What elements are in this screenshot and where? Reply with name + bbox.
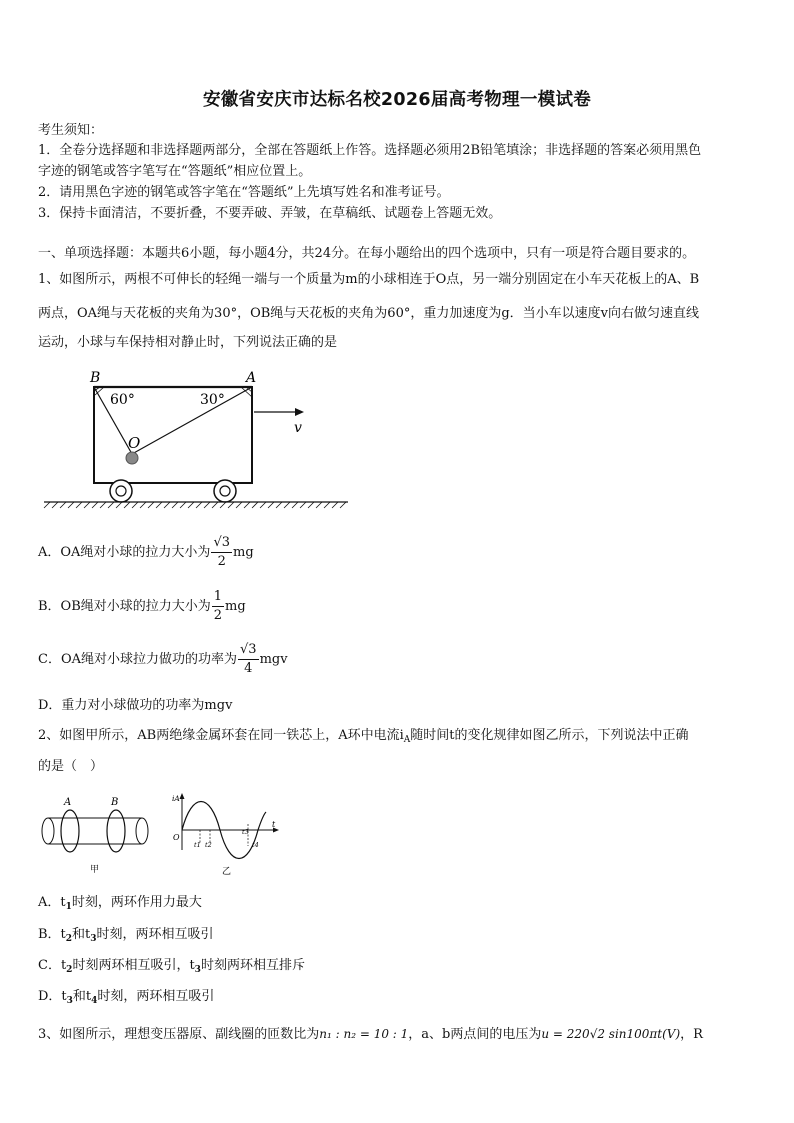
core-right-end xyxy=(136,818,148,844)
page-title: 安徽省安庆市达标名校2026届高考物理一模试卷 xyxy=(202,90,592,110)
option-1a: A．OA绳对小球的拉力大小为 $\frac{√3}{2}$ mg xyxy=(38,535,254,569)
wheel-left xyxy=(110,480,132,502)
caption-yi: 乙 xyxy=(222,867,232,877)
notice-heading: 考生须知： xyxy=(38,123,104,138)
option-2c: C．$t_2$时刻两环相互吸引，$t_3$时刻两环相互排斥 xyxy=(38,958,305,975)
wheel-right xyxy=(214,480,236,502)
ball xyxy=(126,452,138,464)
ring-a xyxy=(61,810,79,852)
question-2-text: 2、如图甲所示，AB两绝缘金属环套在同一铁芯上，A环中电流$i_A$随时间t的变化规律如图乙所示，下列说法中正确 xyxy=(38,728,689,745)
option-1b: B．OB绳对小球的拉力大小为 $\frac{1}{2}$ mg xyxy=(38,589,246,623)
option-2b: B．$t_2$和$t_3$时刻，两环相互吸引 xyxy=(38,927,214,944)
option-1c: C．OA绳对小球拉力做功的功率为 $\frac{√3}{4}$ mgv xyxy=(38,642,288,676)
fraction: $\frac{√3}{4}$ xyxy=(240,642,257,676)
rings-figure xyxy=(38,790,158,880)
label-o: O xyxy=(128,434,141,452)
caption-jia: 甲 xyxy=(90,865,100,875)
ring-b-label: B xyxy=(111,797,119,808)
ground-hatch xyxy=(44,502,346,508)
fraction: $\frac{√3}{2}$ xyxy=(213,535,230,569)
notice-line: 2．请用黑色字迹的钢笔或答字笔在“答题纸”上先填写姓名和准考证号。 xyxy=(38,185,450,200)
question-2-text: 的是（ ） xyxy=(38,759,104,774)
fraction: $\frac{1}{2}$ xyxy=(213,589,223,623)
ring-a-label: A xyxy=(64,797,72,808)
option-1d: D．重力对小球做功的功率为mgv xyxy=(38,698,233,713)
t2-label: t2 xyxy=(205,841,212,849)
label-b: B xyxy=(90,370,101,386)
y-axis-label: iA xyxy=(172,794,180,803)
notice-line: 字迹的钢笔或答字笔写在“答题纸”相应位置上。 xyxy=(38,164,312,179)
cart-figure xyxy=(38,362,358,518)
t1-label: t1 xyxy=(194,841,201,849)
question-1-text: 两点，OA绳与天花板的夹角为30°，OB绳与天花板的夹角为60°，重力加速度为g．当小车以速度v向右做匀速直线 xyxy=(38,306,700,321)
label-v: v xyxy=(294,420,302,436)
section-heading: 一、单项选择题：本题共6小题，每小题4分，共24分。在每小题给出的四个选项中，只有一项是符合题目要求的。 xyxy=(38,246,696,261)
label-a: A xyxy=(246,370,257,386)
rope-oa xyxy=(132,387,252,454)
x-axis-label: t xyxy=(272,820,276,829)
t4-label: t4 xyxy=(252,841,259,849)
option-2a: A．$t_1$时刻，两环作用力最大 xyxy=(38,895,202,912)
angle-60-label: 60° xyxy=(110,392,135,408)
current-graph xyxy=(168,788,288,880)
core-left-end xyxy=(42,818,54,844)
angle-30-label: 30° xyxy=(200,392,225,408)
notice-line: 1．全卷分选择题和非选择题两部分，全部在答题纸上作答。选择题必须用2B铅笔填涂；非选择题的答案必须用黑色 xyxy=(38,143,702,158)
option-2d: D．$t_3$和$t_4$时刻，两环相互吸引 xyxy=(38,989,215,1006)
t3-label: t3 xyxy=(242,828,249,836)
ring-b xyxy=(107,810,125,852)
origin-label: O xyxy=(173,833,180,842)
voltage-expression: u = 220√2 sin100πt(V) xyxy=(541,1027,681,1041)
question-3-text: 3、如图所示，理想变压器原、副线圈的匝数比为n₁ : n₂ = 10 : 1，a、b两点间的电压为u = 220√2 sin100πt(V)，R xyxy=(38,1027,703,1042)
velocity-arrowhead xyxy=(295,408,304,416)
question-1-text: 运动，小球与车保持相对静止时，下列说法正确的是 xyxy=(38,335,338,350)
turns-ratio: n₁ : n₂ = 10 : 1 xyxy=(319,1027,409,1041)
question-1-text: 1、如图所示，两根不可伸长的轻绳一端与一个质量为m的小球相连于O点，另一端分别固定在小车天花板上的A、B xyxy=(38,272,700,287)
notice-line: 3．保持卡面清洁，不要折叠，不要弄破、弄皱，在草稿纸、试题卷上答题无效。 xyxy=(38,206,502,221)
